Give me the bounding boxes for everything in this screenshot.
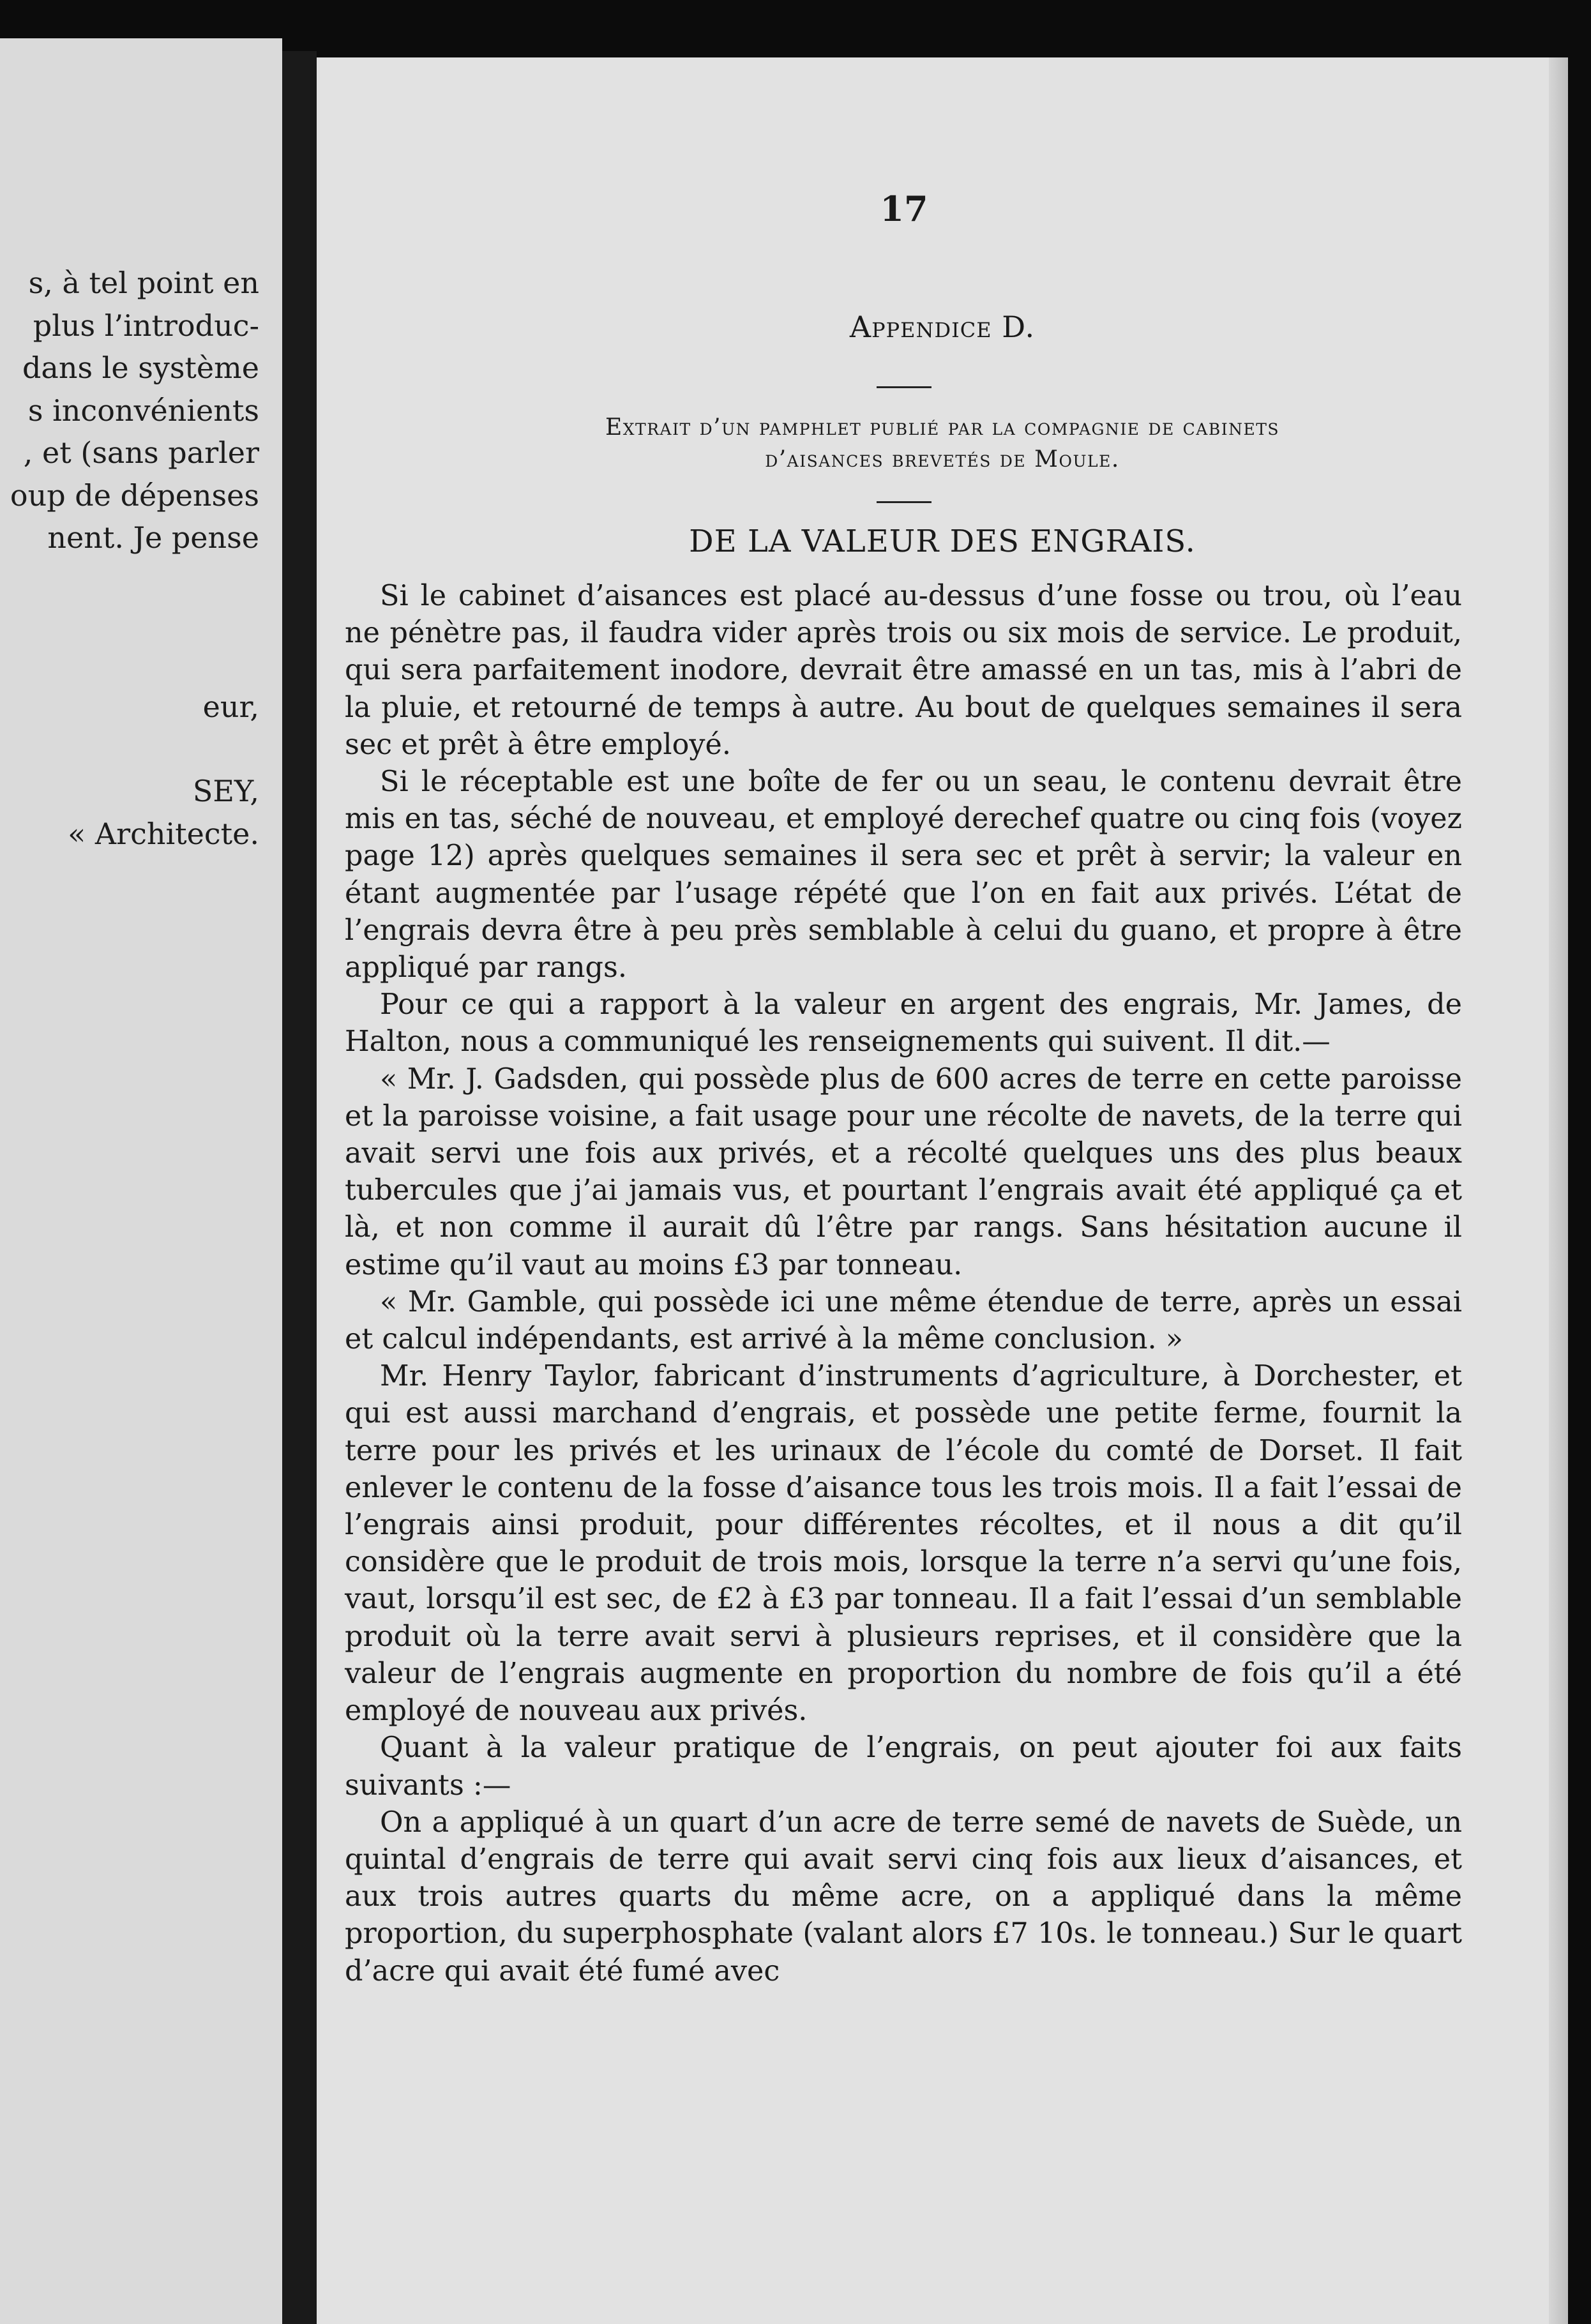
paragraph: « Mr. Gamble, qui possède ici une même étendue de terre, après un essai et calcul indépendants, est arrivé à la même conclusion. » (345, 1285, 1462, 1356)
facing-line: dans le système (22, 351, 259, 385)
divider-rule (877, 501, 931, 503)
facing-line: oup de dépenses (10, 478, 259, 513)
extract-line: Extrait d’un pamphlet publié par la compagnie de cabinets (605, 414, 1280, 441)
paragraph: Mr. Henry Taylor, fabricant d’instruments d’agriculture, à Dorchester, et qui est aussi marchand d’engrais, et possède une petite ferme, fournit la terre pour les privés et les urinaux de l’école du comté de Dorset. Il fait enlever le contenu de la fosse d’aisance tous les trois mois. Il a fait l’essai de l’engrais ainsi produit, pour différentes récoltes, et il nous a dit qu’il considère que le produit de trois mois, lorsque la terre n’a servi qu’une fois, vaut, lorsqu’il est sec, de £2 à £3 par tonneau. Il a fait l’essai d’un semblable produit où la terre avait servi à plusieurs reprises, et il considère que la valeur de l’engrais augmente en proportion du nombre de fois qu’il a été employé de nouveau aux privés. (345, 1360, 1462, 1728)
extract-caption (317, 412, 1568, 476)
section-heading: DE LA VALEUR DES ENGRAIS. (689, 524, 1196, 559)
paragraph: Quant à la valeur pratique de l’engrais, on peut ajouter foi aux faits suivants :— (345, 1732, 1462, 1802)
facing-page-text (10, 262, 259, 855)
facing-gap (10, 728, 259, 770)
body-text (345, 578, 1462, 1990)
facing-line: plus l’introduc- (33, 308, 259, 343)
paragraph: On a appliqué à un quart d’un acre de terre semé de navets de Suède, un quintal d’engrais de terre qui avait servi cinq fois aux lieux d’aisances, et aux trois autres quarts du même acre, on a appliqué dans la même proportion, du superphosphate (valant alors £7 10s. le tonneau.) Sur le quart d’acre qui avait été fumé avec (345, 1806, 1462, 1988)
page (317, 57, 1568, 2324)
facing-line: « Architecte. (68, 816, 259, 851)
paragraph: Si le réceptable est une boîte de fer ou un seau, le contenu devrait être mis en tas, séché de nouveau, et employé derechef quatre ou cinq fois (voyez page 12) après quelques semaines il sera sec et prêt à servir; la valeur en étant augmentée par l’usage répété que l’on en fait aux privés. L’état de l’engrais devra être à peu près semblable à celui du guano, et propre à être appliqué par rangs. (345, 766, 1462, 985)
facing-line: s inconvénients (27, 393, 259, 428)
facing-line: SEY, (192, 774, 259, 808)
page-number: 17 (880, 188, 928, 229)
divider-rule (877, 386, 931, 388)
facing-gap (10, 644, 259, 686)
paragraph: Pour ce qui a rapport à la valeur en argent des engrais, Mr. James, de Halton, nous a communiqué les renseignements qui suivent. Il dit.— (345, 988, 1462, 1059)
book-gutter (282, 51, 317, 2324)
facing-page-fragment (0, 38, 282, 2324)
facing-line: s, à tel point en (28, 266, 259, 300)
extract-line: d’aisances brevetés de Moule. (765, 446, 1120, 472)
facing-gap (10, 601, 259, 644)
paragraph: « Mr. J. Gadsden, qui possède plus de 600 acres de terre en cette paroisse et la paroisse voisine, a fait usage pour une récolte de navets, de la terre qui avait servi une fois aux privés, et a récolté quelques uns des plus beaux tubercules que j’ai jamais vus, et pourtant l’engrais avait été appliqué ça et là, et non comme il aurait dû l’être par rangs. Sans hésitation aucune il estime qu’il vaut au moins £3 par tonneau. (345, 1062, 1462, 1281)
facing-gap (10, 559, 259, 601)
facing-line: eur, (202, 689, 259, 724)
paragraph: Si le cabinet d’aisances est placé au-dessus d’une fosse ou trou, où l’eau ne pénètre pas, il faudra vider après trois ou six mois de service. Le produit, qui sera parfaitement inodore, devrait être amassé en un tas, mis à l’abri de la pluie, et retourné de temps à autre. Au bout de quelques semaines il sera sec et prêt à être employé. (345, 580, 1462, 761)
facing-line: , et (sans parler (23, 435, 259, 470)
facing-line: nent. Je pense (47, 520, 259, 555)
appendix-title: Appendice D. (849, 310, 1036, 344)
